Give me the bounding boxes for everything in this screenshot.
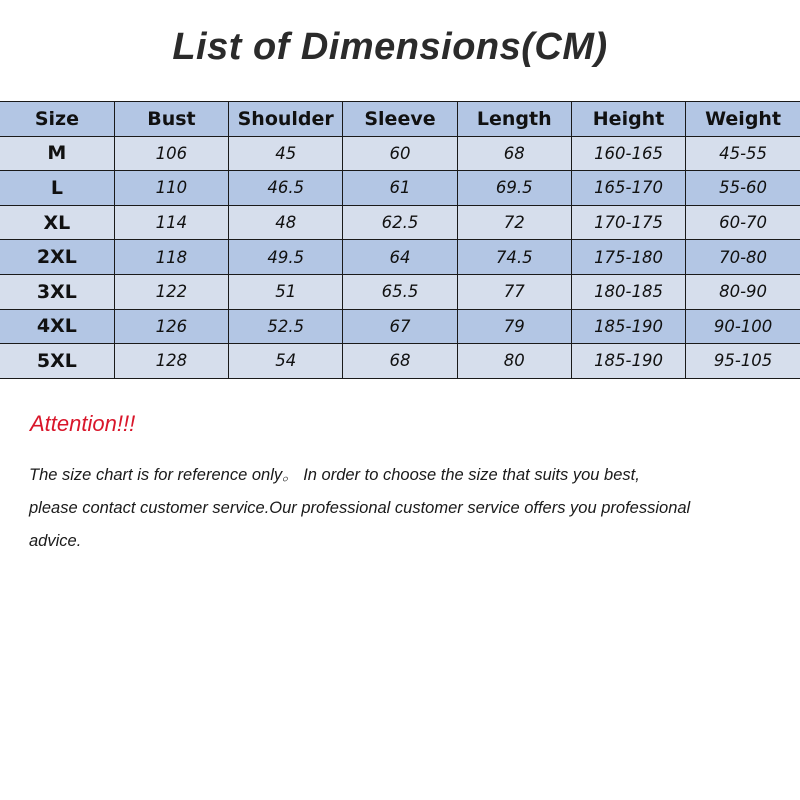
bust-cell: 118 (114, 240, 228, 275)
bust-cell: 114 (114, 205, 228, 240)
table-row (0, 171, 800, 206)
weight-cell: 60-70 (686, 205, 800, 240)
size-chart-table (0, 101, 800, 379)
size-cell: 3XL (0, 274, 114, 309)
shoulder-cell: 46.5 (229, 171, 343, 206)
header-height: Height (571, 102, 685, 137)
header-sleeve: Sleeve (343, 102, 457, 137)
bust-cell: 126 (114, 309, 228, 344)
height-cell: 185-190 (571, 344, 685, 379)
header-size: Size (0, 102, 114, 137)
weight-cell: 70-80 (686, 240, 800, 275)
length-cell: 69.5 (457, 171, 571, 206)
length-cell: 79 (457, 309, 571, 344)
page-title: List of Dimensions(CM) (172, 26, 608, 68)
sleeve-cell: 62.5 (343, 205, 457, 240)
length-cell: 80 (457, 344, 571, 379)
sleeve-cell: 68 (343, 344, 457, 379)
shoulder-cell: 51 (229, 274, 343, 309)
size-cell: L (0, 171, 114, 206)
height-cell: 175-180 (571, 240, 685, 275)
note-line: advice. (29, 532, 82, 550)
bust-cell: 106 (114, 136, 228, 171)
bust-cell: 128 (114, 344, 228, 379)
shoulder-cell: 52.5 (229, 309, 343, 344)
sleeve-cell: 65.5 (343, 274, 457, 309)
sleeve-cell: 61 (343, 171, 457, 206)
shoulder-cell: 54 (229, 344, 343, 379)
height-cell: 185-190 (571, 309, 685, 344)
table-row (0, 344, 800, 379)
shoulder-cell: 49.5 (229, 240, 343, 275)
attention-heading: Attention!!! (30, 411, 136, 436)
header-length: Length (457, 102, 571, 137)
length-cell: 77 (457, 274, 571, 309)
length-cell: 68 (457, 136, 571, 171)
bust-cell: 122 (114, 274, 228, 309)
size-cell: 2XL (0, 240, 114, 275)
table-row (0, 205, 800, 240)
note-line: The size chart is for reference only。 In order to choose the size that suits you best, (29, 466, 640, 484)
size-cell: M (0, 136, 114, 171)
table-row (0, 274, 800, 309)
length-cell: 74.5 (457, 240, 571, 275)
height-cell: 160-165 (571, 136, 685, 171)
height-cell: 165-170 (571, 171, 685, 206)
header-weight: Weight (686, 102, 800, 137)
shoulder-cell: 45 (229, 136, 343, 171)
sleeve-cell: 60 (343, 136, 457, 171)
note-line: please contact customer service.Our professional customer service offers you professional (29, 499, 691, 517)
sleeve-cell: 64 (343, 240, 457, 275)
size-cell: 5XL (0, 344, 114, 379)
height-cell: 170-175 (571, 205, 685, 240)
table-row (0, 309, 800, 344)
header-shoulder: Shoulder (229, 102, 343, 137)
height-cell: 180-185 (571, 274, 685, 309)
weight-cell: 80-90 (686, 274, 800, 309)
weight-cell: 45-55 (686, 136, 800, 171)
table-row (0, 136, 800, 171)
weight-cell: 90-100 (686, 309, 800, 344)
table-header-row (0, 102, 800, 137)
shoulder-cell: 48 (229, 205, 343, 240)
size-note (29, 459, 779, 558)
length-cell: 72 (457, 205, 571, 240)
size-cell: 4XL (0, 309, 114, 344)
header-bust: Bust (114, 102, 228, 137)
table-row (0, 240, 800, 275)
weight-cell: 95-105 (686, 344, 800, 379)
bust-cell: 110 (114, 171, 228, 206)
weight-cell: 55-60 (686, 171, 800, 206)
size-cell: XL (0, 205, 114, 240)
sleeve-cell: 67 (343, 309, 457, 344)
